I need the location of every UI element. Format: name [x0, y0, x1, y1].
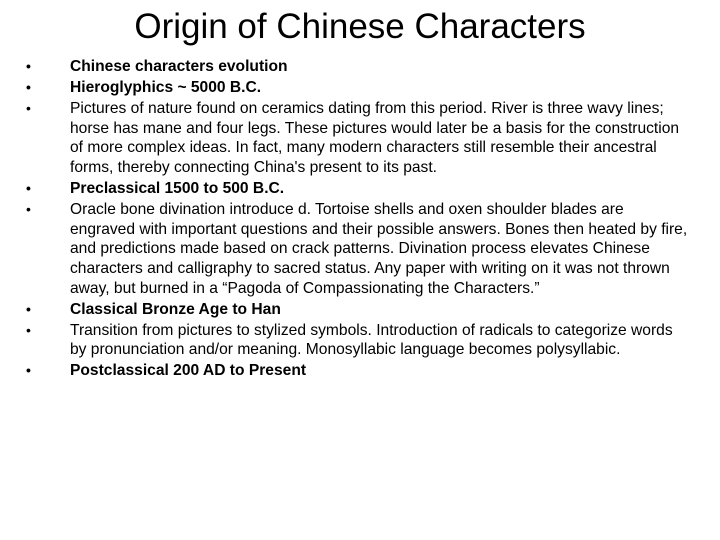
- bullet-icon: •: [26, 100, 31, 117]
- bullet-item: [22, 99, 692, 177]
- bullet-icon: •: [26, 180, 31, 197]
- bullet-item: [22, 179, 692, 199]
- bullet-text: Postclassical 200 AD to Present: [70, 362, 307, 380]
- bullet-text: Chinese characters evolution: [70, 58, 288, 75]
- bullet-item: [22, 78, 692, 98]
- bullet-icon: •: [26, 321, 31, 338]
- bullet-text: Oracle bone divination introduce d. Tortoise shells and oxen shoulder blades are engraved with important questions and their possible answers. Bones then heated by fire, and predictions made based on crack patterns. Divination process elevates Chinese characters and calligraphy to sacred status. Any paper with writing on it was not thrown away, but burned in a “Pagoda of Compassionating the Characters.”: [70, 201, 688, 297]
- bullet-item: [22, 321, 692, 360]
- bullet-list: [22, 57, 692, 383]
- bullet-item: [22, 57, 692, 77]
- bullet-icon: •: [26, 362, 31, 379]
- bullet-item: [22, 300, 692, 320]
- bullet-item: [22, 200, 692, 298]
- bullet-icon: •: [26, 201, 31, 218]
- bullet-icon: •: [26, 300, 31, 317]
- bullet-icon: •: [26, 79, 31, 96]
- bullet-text: Preclassical 1500 to 500 B.C.: [70, 180, 285, 198]
- bullet-text: Transition from pictures to stylized symbols. Introduction of radicals to categorize words by pronunciation and/or meaning. Monosyllabic language becomes polysyllabic.: [70, 321, 673, 359]
- slide-title: Origin of Chinese Characters: [134, 7, 586, 46]
- bullet-text: Hieroglyphics ~ 5000 B.C.: [70, 79, 262, 97]
- bullet-item: [22, 361, 692, 381]
- bullet-text: Pictures of nature found on ceramics dating from this period. River is three wavy lines; horse has mane and four legs. These pictures would later be a basis for the construction of more complex ideas. In fact, many modern characters still resemble their ancestral forms, thereby connecting China's present to its past.: [70, 100, 680, 176]
- bullet-text: Classical Bronze Age to Han: [70, 300, 281, 318]
- bullet-icon: •: [26, 58, 31, 74]
